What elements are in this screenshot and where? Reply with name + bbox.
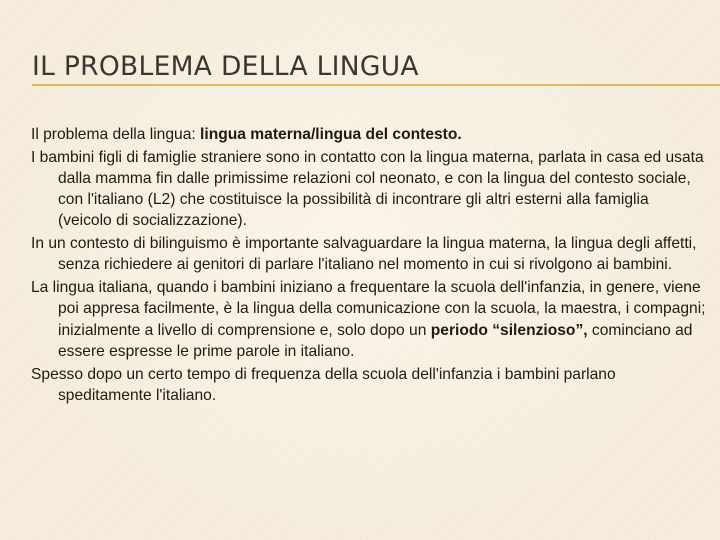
slide-body — [31, 124, 706, 408]
paragraph-text: In un contesto di bilinguismo è importante salvaguardare la lingua materna, la lingua degli affetti, senza richiedere ai genitori di parlare l'italiano nel momento in cui si rivolgono ai bambini. — [31, 235, 697, 274]
paragraph-problem-statement — [31, 124, 706, 145]
paragraph-bold-text: periodo “silenzioso”, — [430, 321, 588, 339]
paragraph-family-languages — [31, 147, 706, 232]
paragraph-text: I bambini figli di famiglie straniere sono in contatto con la lingua materna, parlata in casa ed usata dalla mamma fin dalle primissime relazioni col neonato, e con la lingua del contesto sociale, con l'italiano (L2) che costituisce la possibilità di incontrare gli altri esterni alla famiglia (veicolo di socializzazione). — [31, 148, 704, 230]
paragraph-text: cominciano ad essere espresse le prime parole in italiano. — [58, 321, 693, 360]
paragraph-fluency — [31, 364, 706, 406]
title-underline — [32, 84, 720, 86]
paragraph-text: Il problema della lingua: — [31, 126, 201, 143]
slide-title: IL PROBLEMA DELLA LINGUA — [32, 51, 419, 82]
paragraph-bold-text: lingua materna/lingua del contesto. — [200, 126, 462, 143]
paragraph-text: Spesso dopo un certo tempo di frequenza della scuola dell'infanzia i bambini parlano speditamente l'italiano. — [31, 365, 616, 404]
paragraph-italian-at-school — [31, 277, 706, 362]
paragraph-text: La lingua italiana, quando i bambini iniziano a frequentare la scuola dell'infanzia, in genere, viene poi appresa facilmente, è la lingua della comunicazione con la scuola, la maestra, i compagni; inizialmente a livello di comprensione e, solo dopo un — [31, 279, 706, 339]
paragraph-bilingualism — [31, 233, 706, 275]
